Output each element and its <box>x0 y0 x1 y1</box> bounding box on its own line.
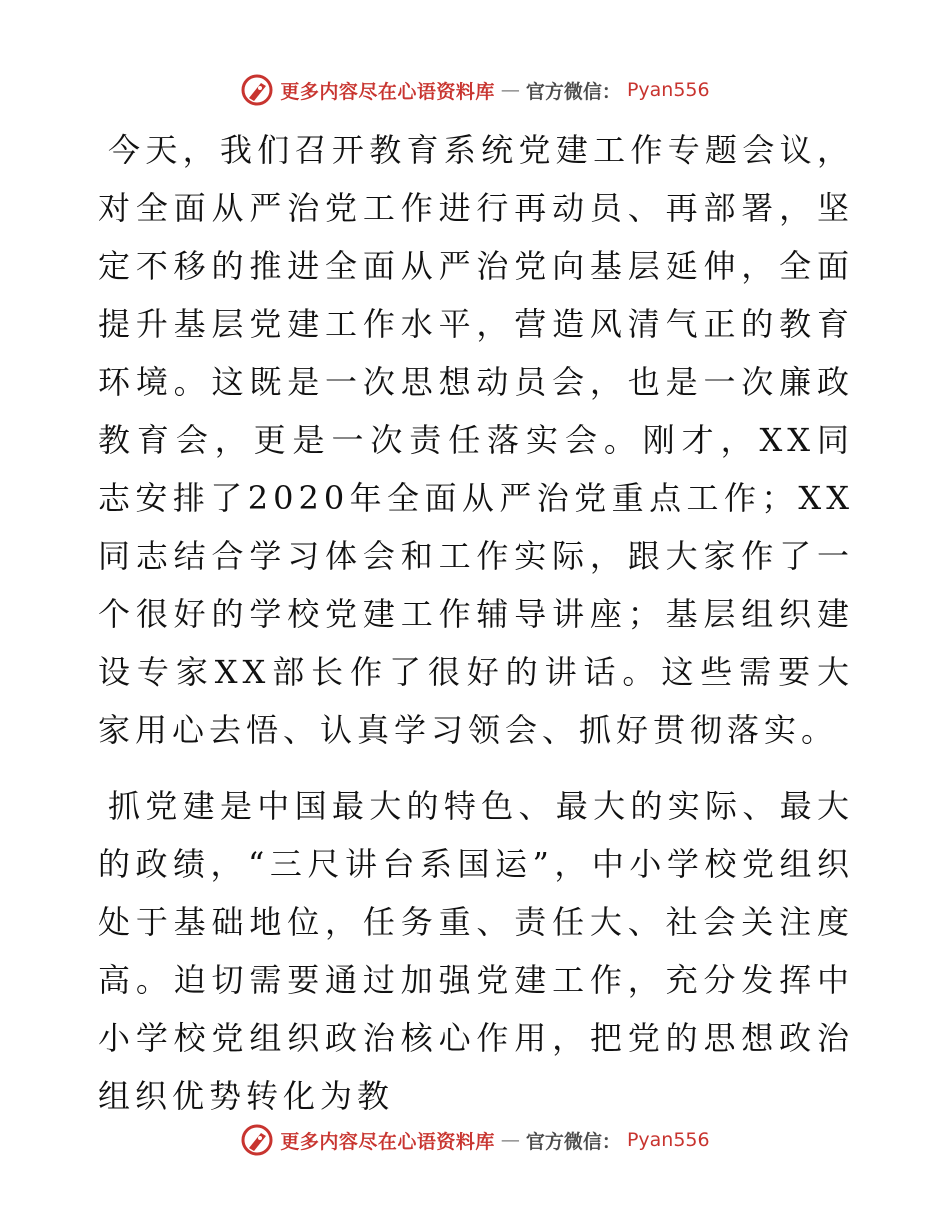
document-body <box>98 121 854 1125</box>
header-wechat-id: Pyan556 <box>626 79 710 101</box>
footer-wechat-label: 官方微信： <box>525 1130 621 1153</box>
header-banner <box>0 70 950 110</box>
footer-dash: — <box>500 1129 520 1151</box>
header-wechat-label: 官方微信： <box>525 80 621 103</box>
pen-nib-logo-icon <box>240 1123 274 1157</box>
header-slogan: 更多内容尽在心语资料库 <box>280 80 495 103</box>
paragraph-2: 抓党建是中国最大的特色、最大的实际、最大的政绩，“三尺讲台系国运”，中小学校党组织处于基础地位，任务重、责任大、社会关注度高。迫切需要通过加强党建工作，充分发挥中小学校党组织政治核心作用，把党的思想政治组织优势转化为教 <box>98 787 854 1115</box>
footer-slogan: 更多内容尽在心语资料库 <box>280 1130 495 1153</box>
footer-banner <box>0 1120 950 1160</box>
header-dash: — <box>500 79 520 101</box>
pen-nib-logo-icon <box>240 73 274 107</box>
footer-wechat-id: Pyan556 <box>626 1129 710 1151</box>
paragraph-1: 今天，我们召开教育系统党建工作专题会议，对全面从严治党工作进行再动员、再部署，坚定不移的推进全面从严治党向基层延伸，全面提升基层党建工作水平，营造风清气正的教育环境。这既是一次思想动员会，也是一次廉政教育会，更是一次责任落实会。刚才，XX同志安排了2020年全面从严治党重点工作；XX同志结合学习体会和工作实际，跟大家作了一个很好的学校党建工作辅导讲座；基层组织建设专家XX部长作了很好的讲话。这些需要大家用心去悟、认真学习领会、抓好贯彻落实。 <box>98 131 854 749</box>
